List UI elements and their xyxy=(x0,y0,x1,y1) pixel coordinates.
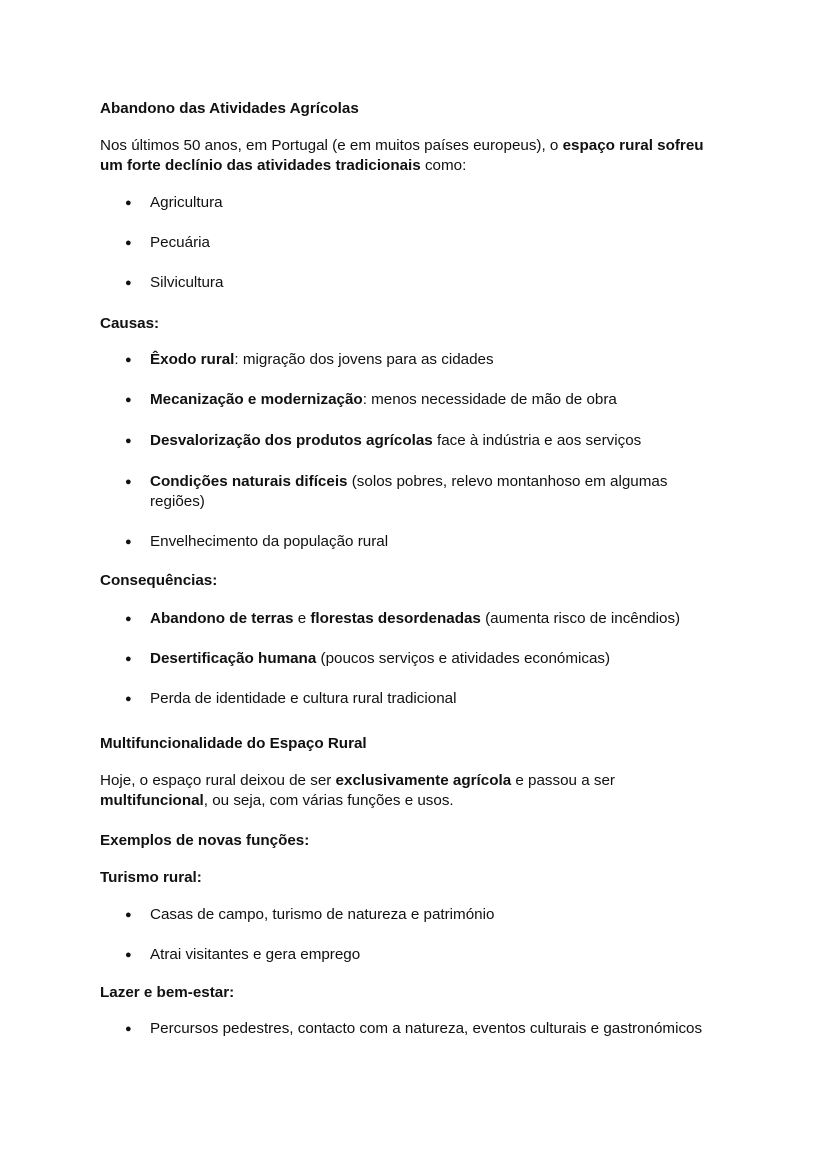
paragraph: multifuncional, ou seja, com várias funções e usos. xyxy=(100,792,454,809)
list-item: Êxodo rural: migração dos jovens para as cidades xyxy=(150,351,494,368)
paragraph: Hoje, o espaço rural deixou de ser exclusivamente agrícola e passou a ser xyxy=(100,772,615,789)
list-item: Mecanização e modernização: menos necessidade de mão de obra xyxy=(150,391,617,408)
bullet-icon: ● xyxy=(125,949,132,961)
list-item: Percursos pedestres, contacto com a natureza, eventos culturais e gastronómicos xyxy=(150,1020,703,1037)
list-item: Desertificação humana (poucos serviços e atividades económicas) xyxy=(150,650,611,667)
list-item: Agricultura xyxy=(150,194,223,211)
bullet-icon: ● xyxy=(125,1023,132,1035)
bullet-icon: ● xyxy=(125,693,132,705)
list-item: Silvicultura xyxy=(150,274,224,291)
bullet-icon: ● xyxy=(125,354,132,366)
list-item: Abandono de terras e florestas desordenadas (aumenta risco de incêndios) xyxy=(150,610,681,627)
list-item: Condições naturais difíceis (solos pobres, relevo montanhoso em algumas xyxy=(150,473,668,490)
paragraph: Nos últimos 50 anos, em Portugal (e em muitos países europeus), o espaço rural sofreu xyxy=(100,137,704,154)
leisure-heading: Lazer e bem-estar: xyxy=(100,984,235,1001)
paragraph: um forte declínio das atividades tradicionais como: xyxy=(100,157,467,174)
section-title: Multifuncionalidade do Espaço Rural xyxy=(100,735,367,752)
bullet-icon: ● xyxy=(125,613,132,625)
bullet-icon: ● xyxy=(125,653,132,665)
bullet-icon: ● xyxy=(125,536,132,548)
causes-heading: Causas: xyxy=(100,315,160,332)
examples-heading: Exemplos de novas funções: xyxy=(100,832,310,849)
bullet-icon: ● xyxy=(125,909,132,921)
bullet-icon: ● xyxy=(125,237,132,249)
tourism-heading: Turismo rural: xyxy=(100,869,202,886)
bullet-icon: ● xyxy=(125,476,132,488)
list-item: Atrai visitantes e gera emprego xyxy=(150,946,361,963)
list-item: Casas de campo, turismo de natureza e património xyxy=(150,906,495,923)
list-item-continuation: regiões) xyxy=(150,493,205,510)
bullet-icon: ● xyxy=(125,435,132,447)
bullet-icon: ● xyxy=(125,394,132,406)
list-item: Desvalorização dos produtos agrícolas face à indústria e aos serviços xyxy=(150,432,642,449)
bullet-icon: ● xyxy=(125,197,132,209)
consequences-heading: Consequências: xyxy=(100,572,218,589)
list-item: Envelhecimento da população rural xyxy=(150,533,389,550)
section-title: Abandono das Atividades Agrícolas xyxy=(100,100,359,117)
list-item: Perda de identidade e cultura rural tradicional xyxy=(150,690,457,707)
bullet-icon: ● xyxy=(125,277,132,289)
list-item: Pecuária xyxy=(150,234,210,251)
